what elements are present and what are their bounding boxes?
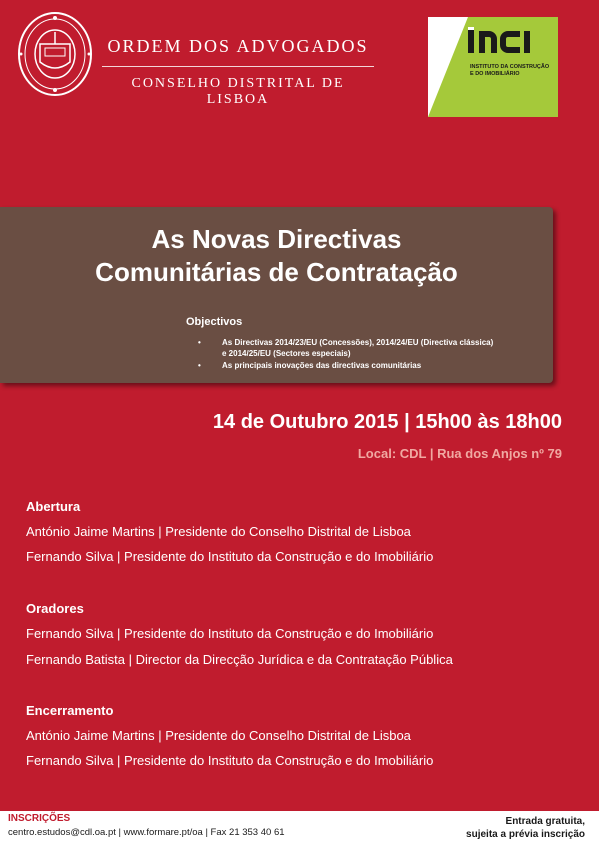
- org-divider: [102, 66, 374, 67]
- objective-item-1-line-1: As Directivas 2014/23/EU (Concessões), 2014/24/EU (Directiva clássica): [222, 338, 494, 347]
- abertura-speaker-2: Fernando Silva | Presidente do Instituto da Construção e do Imobiliário: [26, 549, 434, 564]
- orador-2: Fernando Batista | Director da Direcção Jurídica e da Contratação Pública: [26, 652, 453, 667]
- objective-item: [198, 360, 493, 371]
- objectives-heading: Objectivos: [186, 316, 243, 328]
- event-location: Local: CDL | Rua dos Anjos nº 79: [357, 446, 562, 461]
- encerramento-speaker-2: Fernando Silva | Presidente do Instituto da Construção e do Imobiliário: [26, 753, 434, 768]
- bullet-icon: •: [198, 338, 201, 347]
- free-entry-note: Entrada gratuita,: [505, 816, 585, 827]
- title-line-1: As Novas Directivas: [151, 224, 402, 254]
- inci-logo: [428, 17, 558, 117]
- inci-logo-cut: [428, 17, 468, 117]
- title-box: [0, 207, 553, 383]
- bullet-icon: •: [198, 361, 201, 370]
- oradores-heading: Oradores: [26, 601, 84, 616]
- objective-item-2: As principais inovações das directivas comunitárias: [222, 361, 422, 370]
- abertura-speaker-1: António Jaime Martins | Presidente do Conselho Distrital de Lisboa: [26, 524, 411, 539]
- title-line-2: Comunitárias de Contratação: [95, 257, 458, 287]
- org-subtitle: CONSELHO DISTRITAL DE LISBOA: [131, 76, 345, 107]
- inci-subtext-line1: INSTITUTO DA CONSTRUÇÃO: [470, 64, 550, 70]
- event-date: 14 de Outubro 2015 | 15h00 às 18h00: [212, 411, 562, 433]
- inscricoes-label: INSCRIÇÕES: [8, 813, 71, 824]
- inci-subtext: [470, 64, 554, 77]
- ordem-seal-logo: [16, 10, 94, 98]
- orador-1: Fernando Silva | Presidente do Instituto da Construção e do Imobiliário: [26, 626, 434, 641]
- objectives-list: [198, 337, 494, 372]
- contact-info: centro.estudos@cdl.oa.pt | www.formare.pt/oa | Fax 21 353 40 61: [8, 827, 285, 838]
- footer: [0, 811, 599, 847]
- inci-subtext-line2: E DO IMOBILIÁRIO: [470, 70, 520, 77]
- encerramento-heading: Encerramento: [26, 703, 114, 718]
- objective-item: [198, 337, 494, 359]
- registration-note: sujeita a prévia inscrição: [466, 829, 585, 840]
- abertura-heading: Abertura: [26, 499, 81, 514]
- org-name: ORDEM DOS ADVOGADOS: [107, 36, 369, 56]
- objective-item-1-line-2: e 2014/25/EU (Sectores especiais): [222, 349, 351, 358]
- encerramento-speaker-1: António Jaime Martins | Presidente do Conselho Distrital de Lisboa: [26, 728, 411, 743]
- inci-wordmark: [468, 27, 548, 63]
